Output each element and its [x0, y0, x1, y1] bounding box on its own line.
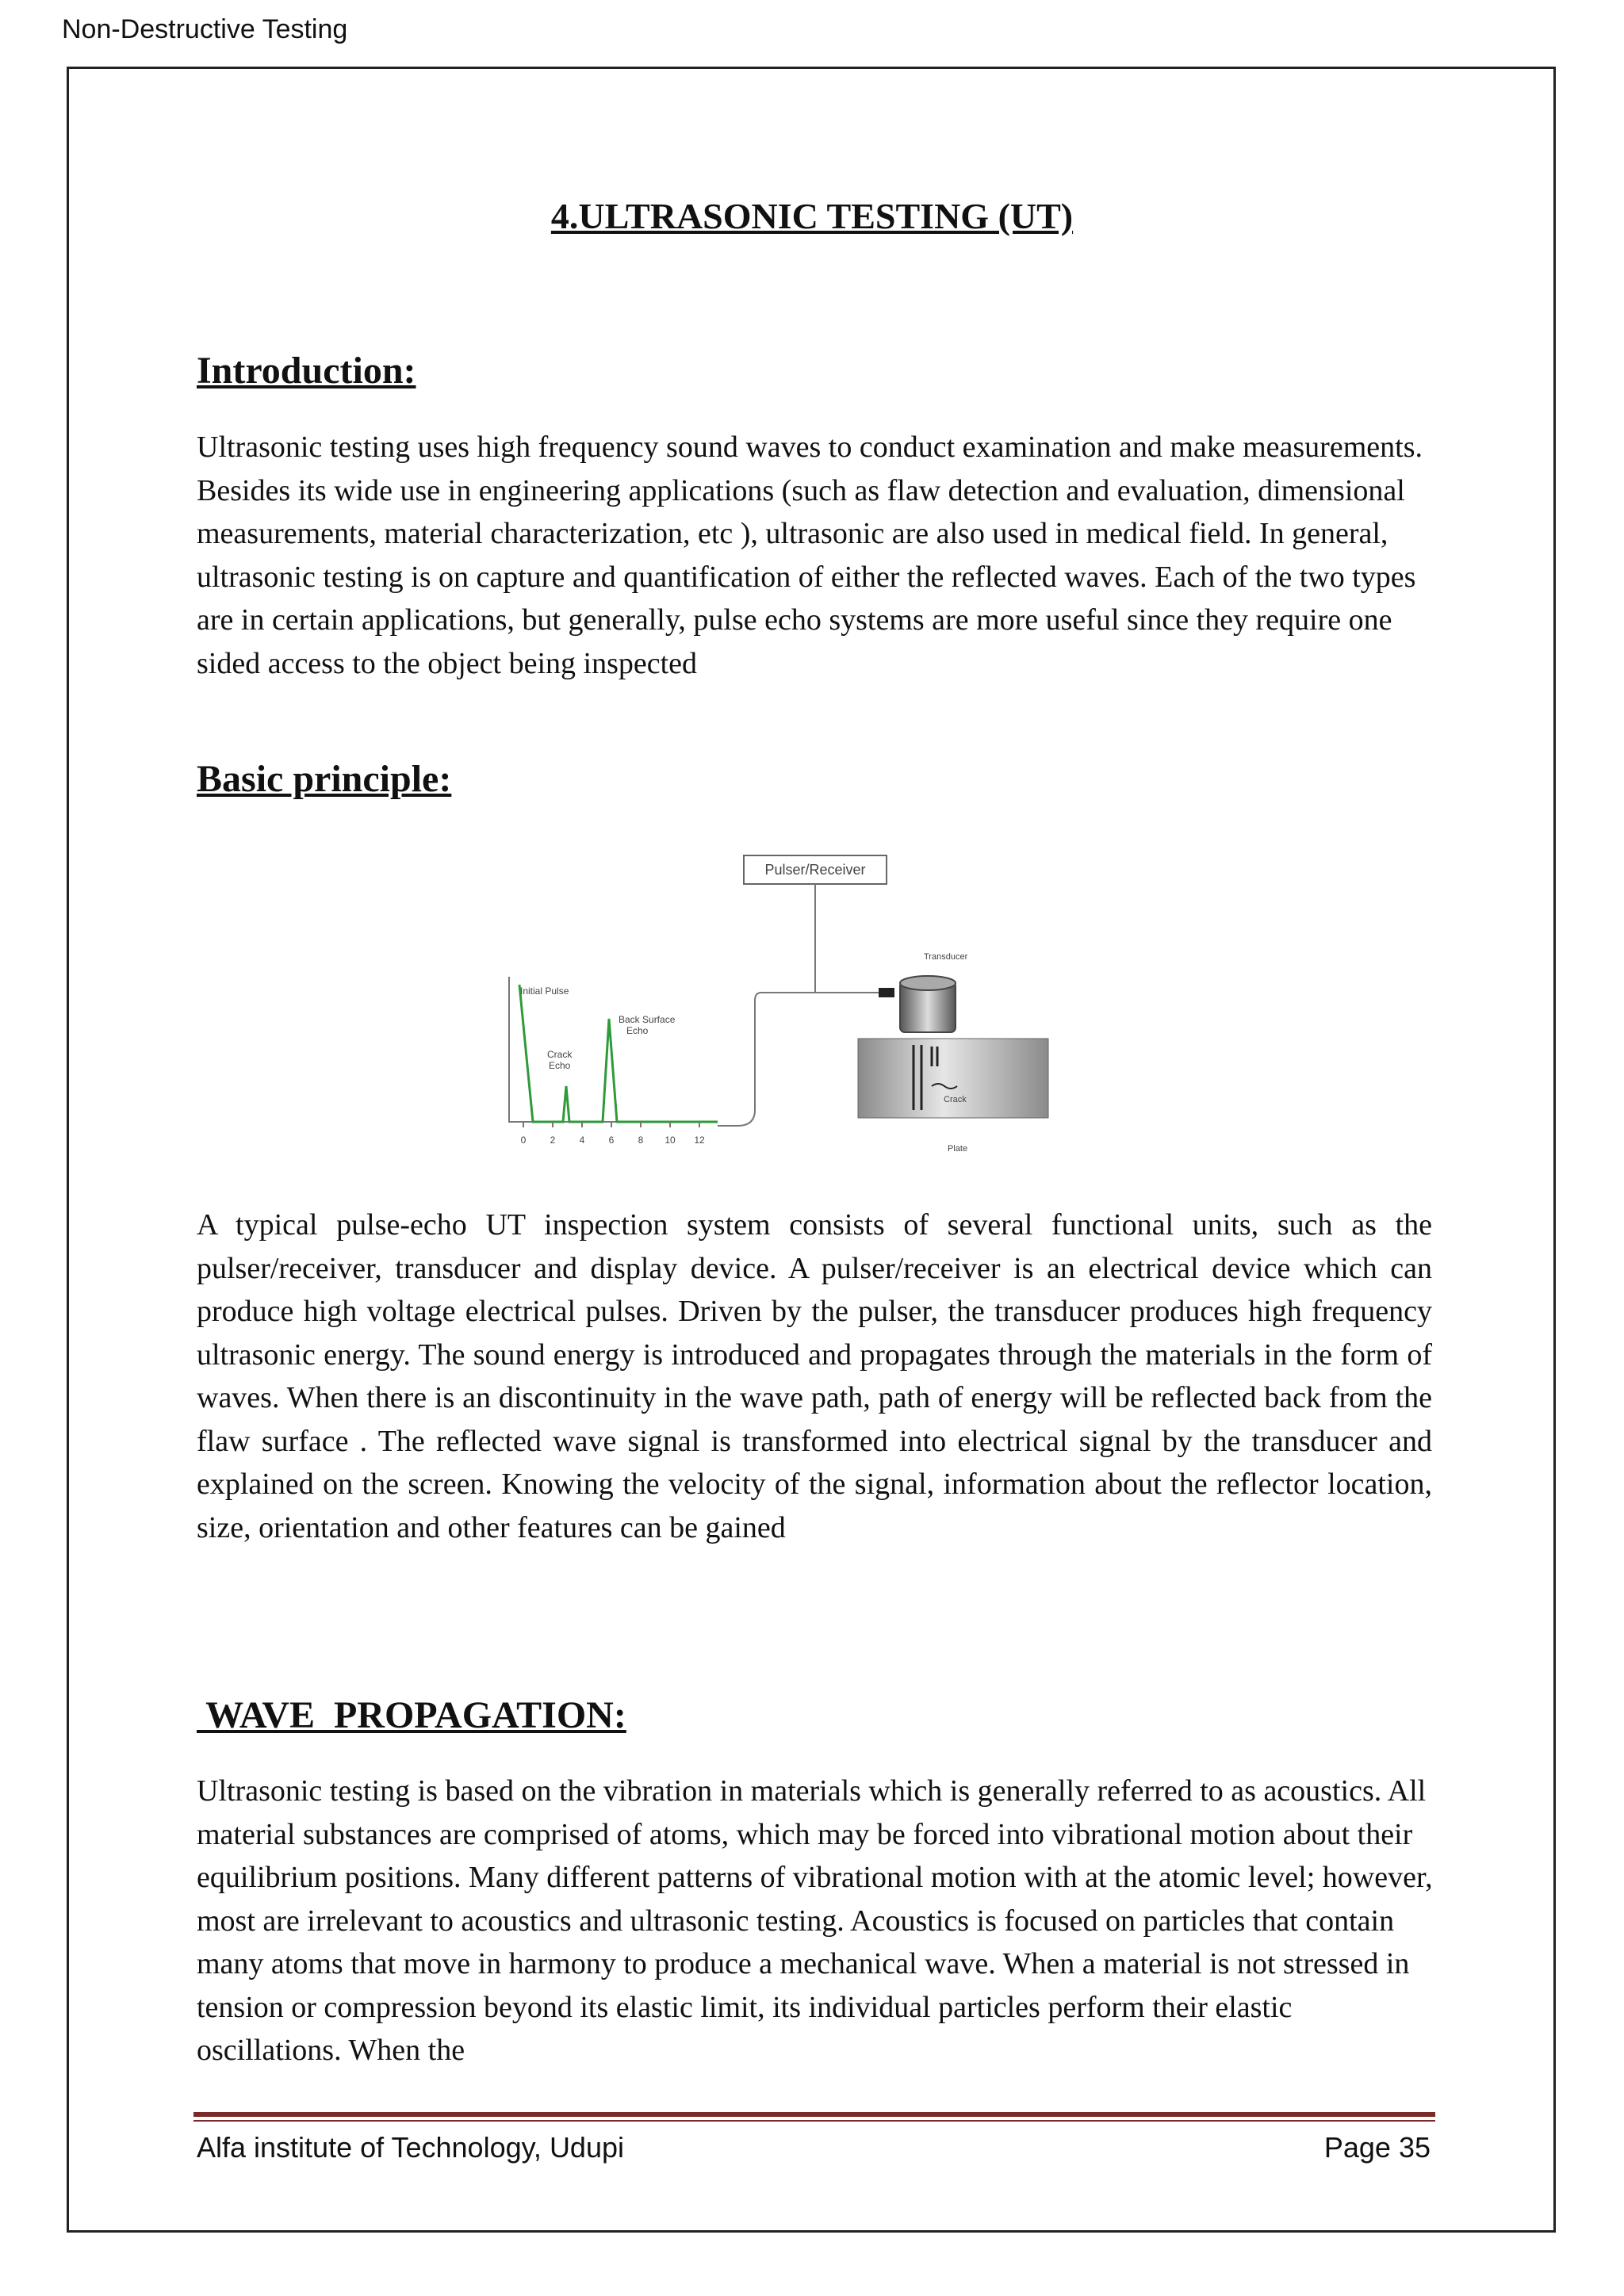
footer-rule-thin — [193, 2120, 1435, 2122]
test-plate — [858, 1039, 1048, 1118]
crack-echo-label-line1: Crack — [547, 1049, 573, 1060]
heading-wave-propagation: WAVE PROPAGATION: — [197, 1694, 626, 1736]
display-cable — [718, 993, 815, 1126]
connector — [879, 988, 894, 997]
back-surface-label-line2: Echo — [626, 1025, 649, 1036]
crack-label: Crack — [944, 1095, 967, 1104]
initial-pulse-label: Initial Pulse — [520, 985, 569, 997]
display-axes — [509, 977, 718, 1122]
heading-introduction: Introduction: — [197, 350, 416, 392]
pulser-receiver-label: Pulser/Receiver — [764, 862, 866, 878]
paragraph-basic-principle: A typical pulse-echo UT inspection system consists of several functional units, such as the pulser/receiver, transducer and display device. A pulser/receiver is an electrical device which can produce high voltage electrical pulses. Driven by the pulser, the transducer produces high frequency ultrasonic energy. The sound energy is introduced and propagates through the materials in the form of waves. When there is an discontinuity in the wave path, path of energy will be reflected back from the flaw surface . The reflected wave signal is transformed into electrical signal by the transducer and explained on the screen. Knowing the velocity of the signal, information about the reflector location, size, orientation and other features can be gained — [197, 1208, 1432, 1544]
axis-tick-4: 4 — [579, 1135, 585, 1146]
heading-basic-principle: Basic principle: — [197, 758, 452, 800]
axis-tick-12: 12 — [694, 1135, 705, 1146]
footer-page-number: Page 35 — [1323, 2131, 1431, 2164]
transducer-label: Transducer — [924, 952, 968, 962]
chapter-title: 4.ULTRASONIC TESTING (UT) — [550, 196, 1074, 236]
running-header: Non-Destructive Testing — [62, 14, 348, 44]
axis-tick-8: 8 — [638, 1135, 644, 1146]
axis-tick-6: 6 — [608, 1135, 615, 1146]
crack-echo-label-line2: Echo — [549, 1060, 571, 1071]
transducer-top — [900, 976, 956, 990]
back-surface-label-line1: Back Surface — [619, 1014, 676, 1025]
footer-institution: Alfa institute of Technology, Udupi — [197, 2131, 624, 2164]
axis-tick-2: 2 — [550, 1135, 556, 1146]
paragraph-wave-propagation: Ultrasonic testing is based on the vibration in materials which is generally referred to as acoustics. All material substances are comprised of atoms, which may be forced into vibrational motion about their equilibrium positions. Many different patterns of vibrational motion with at the atomic level; however, most are irrelevant to acoustics and ultrasonic testing. Acoustics is focused on particles that contain many atoms that move in harmony to produce a mechanical wave. When a material is not stressed in tension or compression beyond its elastic limit, its individual particles perform their elastic oscillations. When the — [197, 1774, 1433, 2067]
plate-label: Plate — [948, 1144, 968, 1154]
footer-rule-thick — [193, 2112, 1435, 2117]
axis-tick-10: 10 — [665, 1135, 676, 1146]
paragraph-introduction: Ultrasonic testing uses high frequency sound waves to conduct examination and make measurements. Besides its wide use in engineering applications (such as flaw detection and evaluation, dimensional measurements, material characterization, etc ), ultrasonic are also used in medical field. In general, ultrasonic testing is on capture and quantification of either the reflected waves. Each of the two types are in certain applications, but generally, pulse echo systems are more useful since they require one sided access to the object being inspected — [197, 430, 1423, 680]
axis-tick-0: 0 — [520, 1135, 527, 1146]
pulse-echo-diagram — [500, 848, 1055, 1165]
